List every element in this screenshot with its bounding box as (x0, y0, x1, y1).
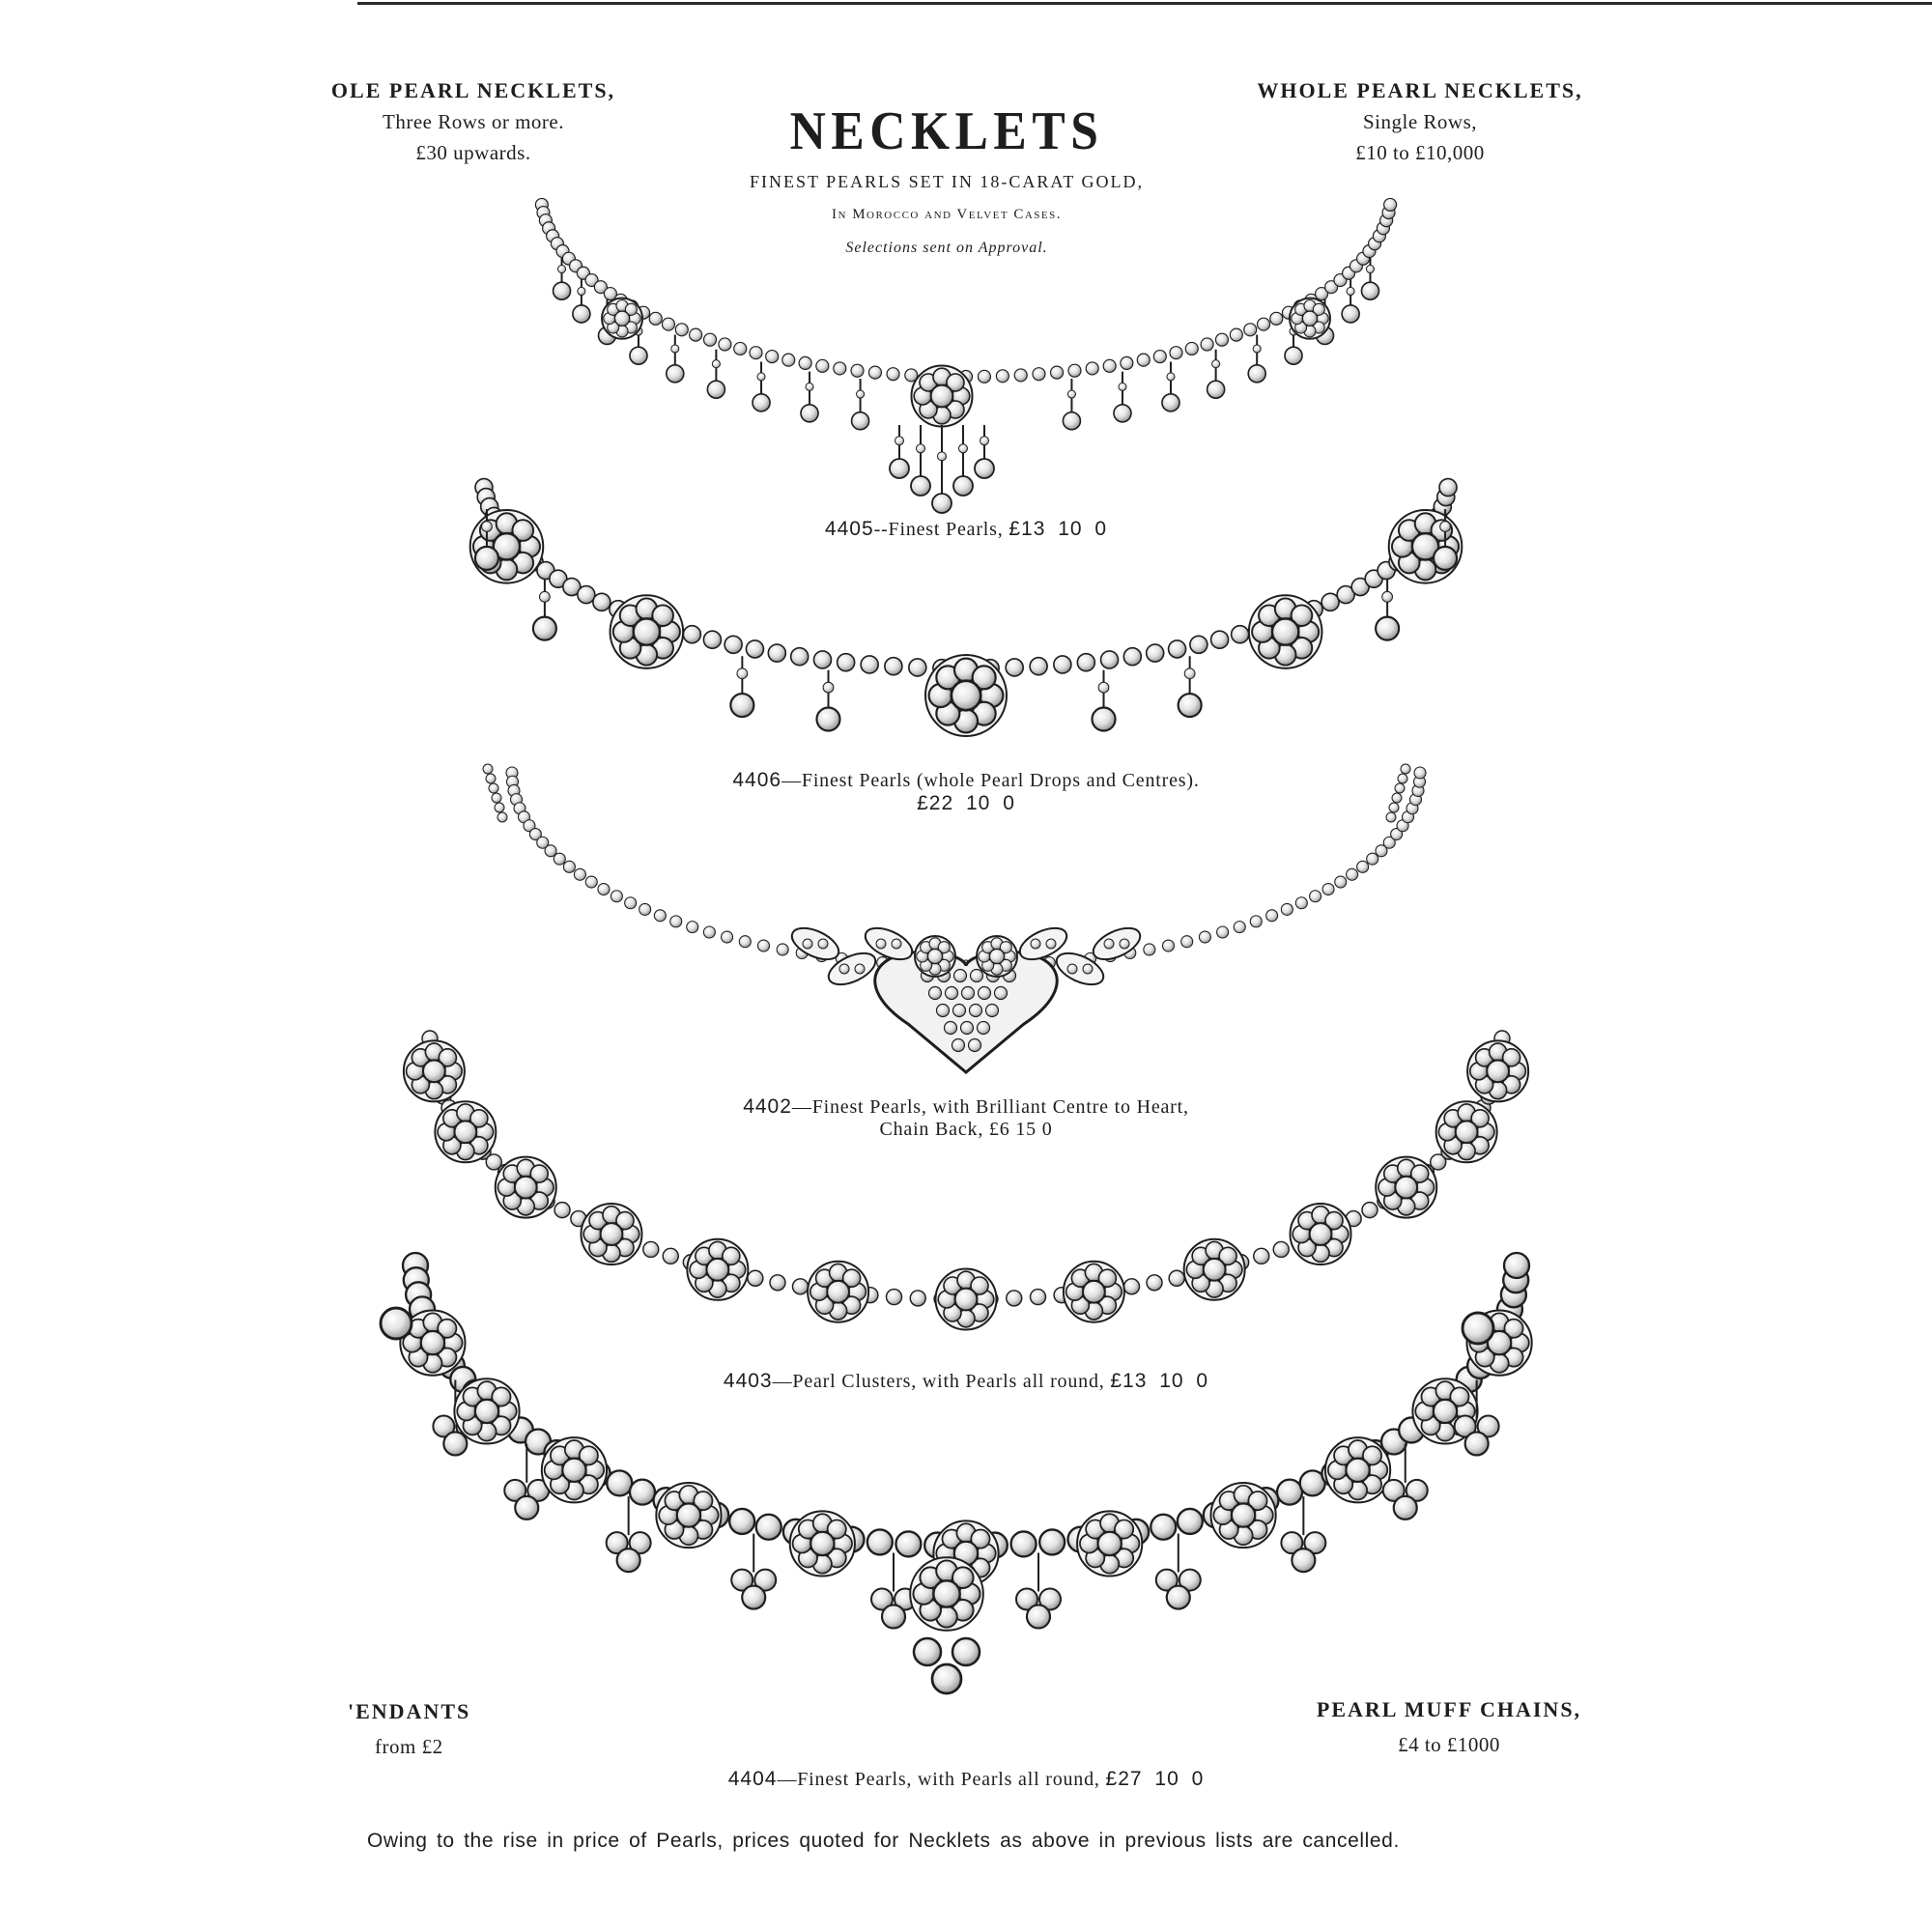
page-title: NECKLETS (789, 101, 1104, 161)
caption-4404 (541, 1768, 1391, 1791)
caption-price: £27 10 0 (1105, 1768, 1205, 1790)
caption-4406 (541, 769, 1391, 815)
caption-text: —Pearl Clusters, with Pearls all round, (772, 1371, 1105, 1392)
caption-number: 4403 (723, 1370, 773, 1392)
caption-price: £22 10 0 (917, 792, 1015, 814)
top-right-line1: Single Rows, (1362, 110, 1477, 133)
bottom-left-line1: from £2 (375, 1735, 443, 1758)
caption-4402 (541, 1095, 1391, 1141)
caption-text: —Finest Pearls, with Brilliant Centre to Heart, (791, 1096, 1189, 1118)
caption-price: £13 10 0 (1110, 1370, 1209, 1392)
top-right-heading: WHOLE PEARL NECKLETS, (1257, 78, 1583, 102)
caption-number: 4406 (732, 769, 782, 791)
top-right-ad (1246, 75, 1594, 168)
caption-text: —Finest Pearls, with Pearls all round, (777, 1769, 1100, 1790)
subtitle-line1: FINEST PEARLS SET IN 18-CARAT GOLD, (749, 172, 1145, 191)
top-right-line2: £10 to £10,000 (1355, 141, 1485, 164)
top-left-heading: OLE PEARL NECKLETS, (330, 78, 616, 102)
caption-line2: Chain Back, £6 15 0 (879, 1119, 1053, 1140)
bottom-right-heading: PEARL MUFF CHAINS, (1316, 1697, 1582, 1721)
caption-4405 (580, 518, 1352, 541)
top-left-ad (328, 75, 618, 168)
top-left-line2: £30 upwards. (415, 141, 531, 164)
caption-number: 4402 (743, 1095, 792, 1118)
caption-text: --Finest Pearls, (873, 519, 1004, 540)
caption-number: 4405 (824, 518, 874, 540)
top-left-line1: Three Rows or more. (383, 110, 564, 133)
bottom-right-ad (1285, 1694, 1613, 1760)
necklace-4403 (404, 1031, 1528, 1330)
heart-pendant (875, 952, 1057, 1072)
caption-price: £13 10 0 (1009, 518, 1108, 540)
caption-number: 4404 (727, 1768, 778, 1790)
bottom-right-line1: £4 to £1000 (1398, 1733, 1500, 1756)
caption-text: —Finest Pearls (whole Pearl Drops and Centres). (781, 770, 1200, 791)
footer-note: Owing to the rise in price of Pearls, prices quoted for Necklets as above in previous lists are cancelled. (367, 1830, 1400, 1852)
bottom-left-ad (348, 1696, 522, 1762)
caption-4403 (541, 1370, 1391, 1393)
subtitle-line3: Selections sent on Approval. (845, 240, 1048, 256)
bottom-left-heading: 'ENDANTS (348, 1699, 471, 1723)
subtitle-line2: In Morocco and Velvet Cases. (832, 207, 1062, 222)
